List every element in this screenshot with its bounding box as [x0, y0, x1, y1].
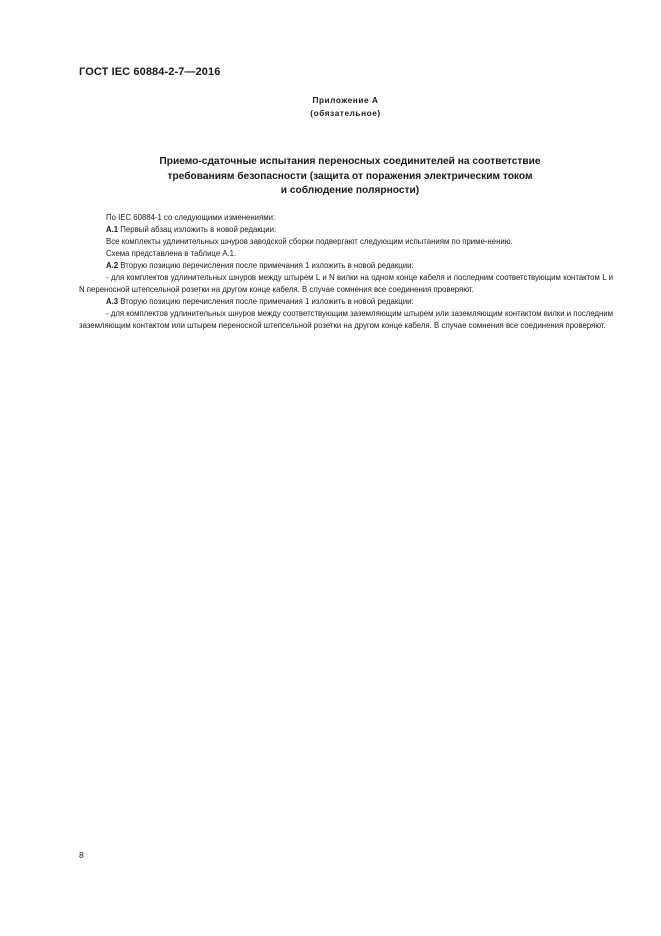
title-line-2: требованиям безопасности (защита от поражения электрическим током [167, 170, 533, 182]
clause-a3-paragraph: - для комплектов удлинительных шнуров между соответствующим заземляющим штырем или заземляющим контактом вилки и последним заземляющим контактом или штырем переносной штепсельной розетки на другом конце кабеля. В случае сомнения все соединения проверяют. [79, 309, 613, 331]
clause-a2-heading [79, 260, 613, 272]
title-line-1: Приемо-сдаточные испытания переносных соединителей на соответствие [159, 156, 541, 167]
body-text [79, 212, 613, 332]
title-line-3: и соблюдение полярности) [280, 185, 420, 196]
scheme-paragraph: Схема представлена в таблице А.1. [106, 249, 237, 259]
clause-a2-text: Вторую позицию перечисления после примечания 1 изложить в новой редакции: [118, 261, 414, 271]
clause-a1-text: Первый абзац изложить в новой редакции: [118, 225, 277, 235]
clause-a3-heading [79, 296, 613, 308]
clause-a1-label: А.1 [106, 225, 119, 235]
clause-a2-label: А.2 [106, 261, 119, 271]
document-code: ГОСТ IEC 60884-2-7—2016 [79, 66, 221, 78]
appendix-title [120, 155, 580, 199]
intro-paragraph: По IEC 60884-1 со следующими изменениями: [106, 213, 276, 222]
clause-a3-label: А.3 [106, 297, 119, 307]
clause-a1-heading [79, 224, 613, 236]
clause-a2-paragraph: - для комплектов удлинительных шнуров между штырем L и N вилки на одном конце кабеля и последним соответствующим контактом L и N переносной штепсельной розетки на другом конце кабеля. В случае сомнения все соединения проверяют. [79, 273, 613, 295]
page-number: 8 [79, 850, 84, 860]
appendix-status: (обязательное) [310, 109, 381, 118]
clause-a3-text: Вторую позицию перечисления после примечания 1 изложить в новой редакции: [118, 297, 414, 307]
appendix-label: Приложение А [312, 96, 379, 105]
clause-a1-paragraph: Все комплекты удлинительных шнуров заводской сборки подвергают следующим испытаниям по приме-нению. [106, 237, 513, 247]
